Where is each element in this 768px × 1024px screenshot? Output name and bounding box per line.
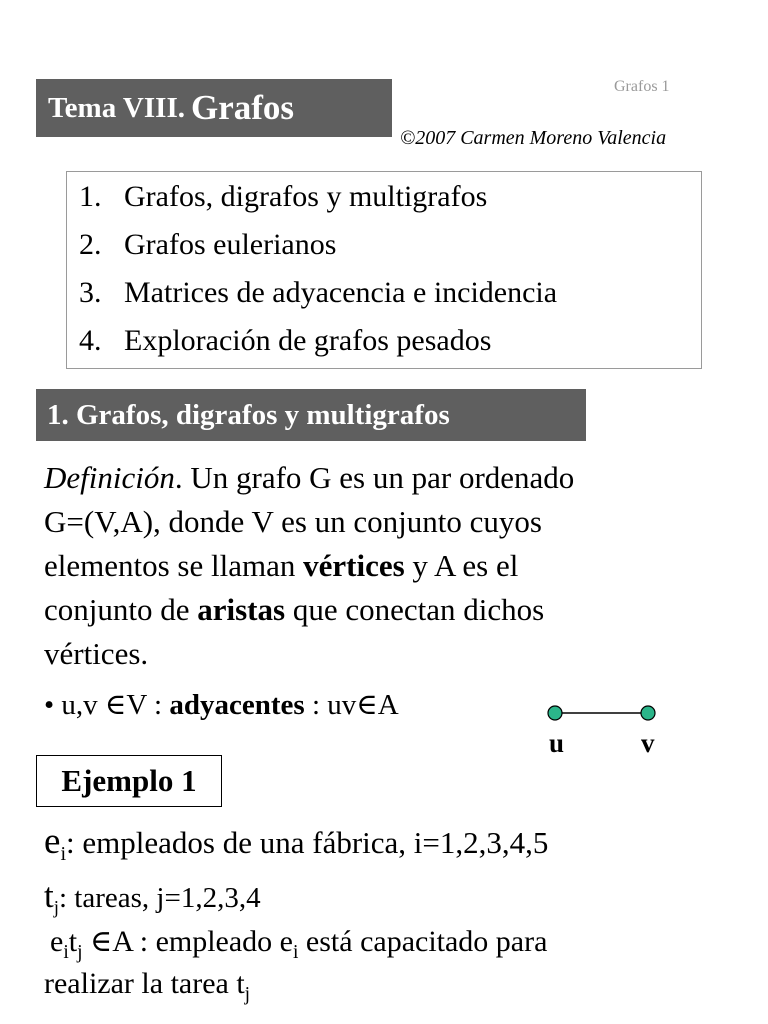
- title-prefix: Tema VIII.: [48, 91, 185, 124]
- term-vertices: vértices: [303, 548, 405, 583]
- copyright: ©2007 Carmen Moreno Valencia: [400, 127, 667, 149]
- example-line: [44, 967, 251, 1005]
- toc-item-number: 3.: [79, 276, 102, 309]
- toc-item: [79, 228, 336, 262]
- variable-e: e: [44, 821, 61, 862]
- toc-item-number: 2.: [79, 228, 102, 261]
- toc-item-number: 1.: [79, 180, 102, 213]
- node-u-label: u: [549, 728, 565, 758]
- toc-item-label: Exploración de grafos pesados: [124, 324, 492, 357]
- table-of-contents: [66, 171, 702, 369]
- page-label: Grafos 1: [614, 78, 670, 95]
- title-main: Grafos: [191, 88, 295, 127]
- definition-line: [44, 548, 518, 584]
- example-text: está capacitado para: [298, 925, 548, 958]
- definition-line: G=(V,A), donde V es un conjunto cuyos: [44, 504, 542, 539]
- toc-item-number: 4.: [79, 324, 102, 357]
- term-adjacent: adyacentes: [169, 689, 305, 721]
- subscript: j: [53, 897, 59, 919]
- toc-item: [79, 276, 557, 310]
- definition-text: que conectan dichos: [285, 592, 545, 627]
- toc-item: [79, 324, 491, 358]
- example-text: : tareas, j=1,2,3,4: [58, 882, 261, 914]
- definition-text: elementos se llaman: [44, 548, 304, 583]
- adjacency-suffix: : uv∈A: [304, 689, 399, 721]
- term-edges: aristas: [197, 592, 286, 627]
- example-text: ∈A : empleado e: [82, 925, 293, 958]
- example-line: [44, 820, 549, 866]
- definition-line: [44, 460, 574, 496]
- variable-t: t: [68, 925, 78, 958]
- example-text: realizar la tarea t: [44, 967, 245, 1000]
- subscript: i: [60, 843, 67, 866]
- variable-e: e: [50, 925, 64, 958]
- example-title: Ejemplo 1: [36, 755, 222, 807]
- node-u: [548, 706, 562, 720]
- toc-item-label: Grafos, digrafos y multigrafos: [124, 180, 488, 213]
- subscript: i: [293, 941, 299, 963]
- toc-item-label: Grafos eulerianos: [124, 228, 337, 261]
- toc-item: [79, 180, 487, 214]
- section-title: 1. Grafos, digrafos y multigrafos: [36, 389, 586, 441]
- definition-text: conjunto de: [44, 592, 198, 627]
- variable-t: t: [44, 876, 54, 915]
- definition-text: y A es el: [404, 548, 519, 583]
- example-line: [44, 876, 261, 919]
- title-bar: [36, 79, 392, 137]
- definition-line: [44, 592, 544, 628]
- definition-line: vértices.: [44, 636, 149, 671]
- subscript: j: [77, 941, 83, 963]
- toc-item-label: Matrices de adyacencia e incidencia: [124, 276, 558, 309]
- node-v-label: v: [641, 728, 655, 758]
- subscript: i: [63, 941, 69, 963]
- example-text: : empleados de una fábrica, i=1,2,3,4,5: [66, 825, 549, 860]
- subscript: j: [244, 983, 251, 1005]
- adjacency-prefix: • u,v ∈V :: [44, 689, 170, 721]
- definition-term: Definición: [44, 460, 175, 495]
- edge-diagram: [530, 692, 670, 762]
- example-line: [50, 924, 548, 963]
- definition-text: . Un grafo G es un par ordenado: [174, 460, 575, 495]
- node-v: [641, 706, 655, 720]
- adjacency-line: [44, 687, 399, 722]
